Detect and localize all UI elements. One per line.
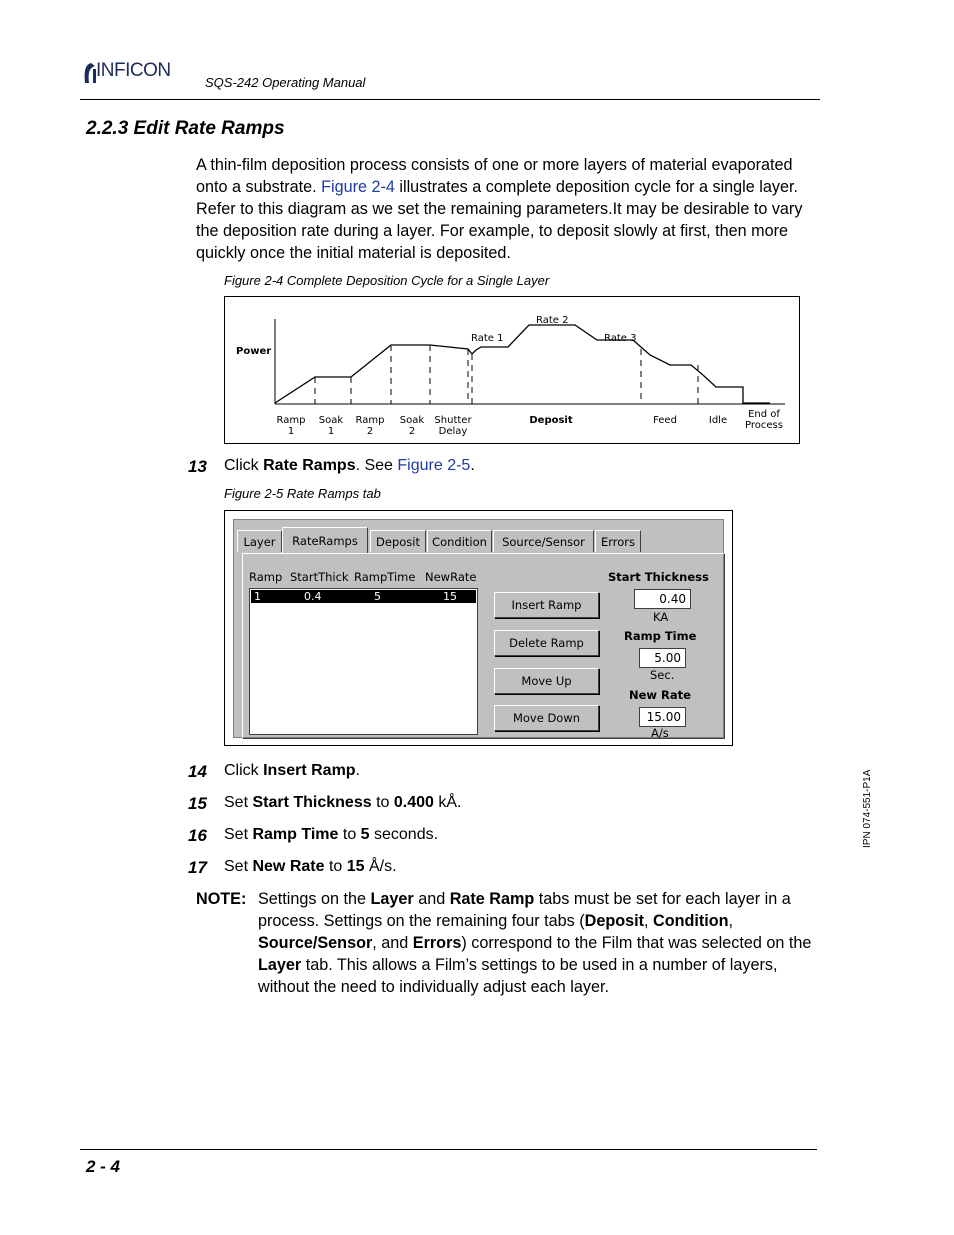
step-number: 13 [188, 457, 207, 476]
intro-text-cont: illustrates a complete deposition cycle for a single layer. Refer to this diagram as we set the remaining parameters.It may be desirable to vary the deposition rate during a layer. For example, to deposit slowly at first, then more quickly once the initial material is deposited. [196, 178, 803, 262]
step-text-part: . See [355, 457, 398, 474]
tab-deposit[interactable]: Deposit [370, 530, 426, 552]
step-text-part: . [355, 762, 361, 779]
note-text: , and [372, 934, 413, 952]
step-number: 17 [188, 858, 207, 877]
step-bold: 0.400 [393, 794, 434, 811]
column-header-new-rate: NewRate [425, 570, 477, 584]
note-text: ) correspond to the Film that was selected on the [461, 934, 812, 952]
note-bold: Layer [258, 956, 302, 974]
rate-ramps-screenshot [224, 510, 733, 746]
cell-ramp-time: 5 [374, 590, 381, 603]
step-text [224, 762, 360, 780]
rate-3-label: Rate 3 [604, 333, 637, 344]
step-number: 15 [188, 794, 207, 813]
step-bold: Insert Ramp [263, 762, 356, 779]
note-text: , [644, 912, 653, 930]
manual-title: SQS-242 Operating Manual [205, 75, 366, 90]
deposition-cycle-svg [225, 297, 799, 443]
tab-errors[interactable]: Errors [595, 530, 641, 552]
phase-label-l2: 2 [408, 426, 416, 437]
note-bold: Condition [653, 912, 729, 930]
note-bold: Rate Ramp [449, 890, 535, 908]
ramp-time-unit: Sec. [650, 668, 675, 682]
phase-label-l1: End of [748, 409, 780, 420]
phase-labels [277, 409, 783, 437]
note-text: tab. This allows a Film’s settings to be used in a number of layers, without the need to individually adjust each layer. [258, 956, 778, 996]
new-rate-label: New Rate [629, 688, 691, 702]
phase-label-l2: 1 [327, 426, 335, 437]
phase-label-l1: Shutter [434, 415, 472, 426]
column-header-ramp-time: RampTime [354, 570, 416, 584]
step-number: 14 [188, 762, 207, 781]
tab-strip-edge [234, 530, 237, 552]
step-text [224, 858, 397, 876]
intro-paragraph [196, 154, 821, 264]
step-bold: 5 [360, 826, 370, 843]
table-row[interactable] [251, 590, 476, 603]
logo-text: INFICON [96, 60, 171, 81]
note-bold: Layer [370, 890, 414, 908]
note-text: , [728, 912, 734, 930]
note-body [258, 888, 821, 998]
phase-label-l2: Delay [438, 426, 468, 437]
phase-label-l2: 1 [287, 426, 295, 437]
start-thickness-label: Start Thickness [608, 570, 709, 584]
inficon-logo [80, 58, 200, 84]
start-thickness-unit: KA [653, 610, 669, 624]
y-axis-label: Power [236, 346, 272, 357]
figure-2-5-caption: Figure 2-5 Rate Ramps tab [224, 486, 381, 501]
step-bold: Rate Ramps [263, 457, 356, 474]
step-text-part: to [324, 858, 347, 875]
figure-2-5-link[interactable]: Figure 2-5 [397, 457, 471, 474]
footer-rule [80, 1149, 817, 1150]
step-text-part: Set [224, 826, 253, 843]
phase-label-l1: Soak [318, 415, 344, 426]
deposition-cycle-diagram [224, 296, 800, 444]
step-text-part: to [371, 794, 394, 811]
tab-rate-ramps[interactable]: RateRamps [282, 527, 368, 553]
new-rate-field[interactable]: 15.00 [639, 707, 686, 727]
move-up-button[interactable]: Move Up [494, 668, 599, 694]
step-bold: 15 [346, 858, 365, 875]
ramp-time-field[interactable]: 5.00 [639, 648, 686, 668]
rate-2-label: Rate 2 [536, 315, 569, 326]
phase-label-l1: Deposit [529, 415, 573, 426]
phase-label-l1: Feed [653, 415, 677, 426]
phase-label-l2: 2 [366, 426, 374, 437]
phase-label-l2: Process [745, 420, 783, 431]
tab-condition[interactable]: Condition [427, 530, 492, 552]
new-rate-unit: A/s [651, 726, 669, 740]
tab-source-sensor[interactable]: Source/Sensor [493, 530, 594, 552]
ramp-list[interactable] [249, 588, 478, 735]
step-number: 16 [188, 826, 207, 845]
section-title: 2.2.3 Edit Rate Ramps [86, 118, 285, 139]
move-down-button[interactable]: Move Down [494, 705, 599, 731]
step-bold: New Rate [252, 858, 325, 875]
delete-ramp-button[interactable]: Delete Ramp [494, 630, 599, 656]
note-text: tabs must be set for each layer in a process. Settings on the remaining four tabs ( [258, 890, 791, 930]
step-text-part: kÅ. [433, 794, 462, 811]
note-text: and [413, 890, 450, 908]
page-number: 2 - 4 [86, 1157, 121, 1176]
step-bold: Ramp Time [252, 826, 339, 843]
step-text [224, 457, 475, 475]
step-text-part: Set [224, 858, 253, 875]
figure-2-4-caption: Figure 2-4 Complete Deposition Cycle for a Single Layer [224, 273, 550, 288]
tab-layer[interactable]: Layer [237, 530, 282, 552]
cell-new-rate: 15 [443, 590, 457, 603]
step-text [224, 826, 438, 844]
cell-ramp: 1 [254, 590, 261, 603]
phase-label-l1: Ramp [276, 415, 306, 426]
step-text-part: Å/s. [364, 858, 397, 875]
phase-label-l1: Soak [399, 415, 425, 426]
phase-label-l1: Ramp [355, 415, 385, 426]
note-label: NOTE: [196, 890, 247, 908]
step-text-part: to [338, 826, 361, 843]
note-bold: Errors [412, 934, 462, 952]
column-header-start-thick: StartThick [290, 570, 349, 584]
intro-text: A thin-film deposition process consists of one or more layers of material evaporated onto a substrate. [196, 156, 793, 196]
column-header-ramp: Ramp [249, 570, 283, 584]
step-text-part: Click [224, 457, 264, 474]
figure-2-4-link[interactable]: Figure 2-4 [321, 178, 395, 196]
step-text-part: Click [224, 762, 264, 779]
ramp-time-label: Ramp Time [624, 629, 697, 643]
step-text [224, 794, 461, 812]
note-bold: Deposit [584, 912, 644, 930]
note-bold: Source/Sensor [258, 934, 373, 952]
step-text-part: Set [224, 794, 253, 811]
ipn-side-text: IPN 074-551-P1A [862, 769, 873, 848]
rate-1-label: Rate 1 [471, 333, 504, 344]
step-text-part: seconds. [369, 826, 439, 843]
start-thickness-field[interactable]: 0.40 [634, 589, 691, 609]
cell-start-thick: 0.4 [304, 590, 322, 603]
step-text-part: . [470, 457, 475, 474]
phase-label-l1: Idle [708, 415, 728, 426]
insert-ramp-button[interactable]: Insert Ramp [494, 592, 599, 618]
note-text: Settings on the [258, 890, 371, 908]
header-rule [80, 99, 820, 100]
step-bold: Start Thickness [252, 794, 372, 811]
dialog-panel [233, 519, 724, 738]
power-curve [275, 325, 770, 403]
